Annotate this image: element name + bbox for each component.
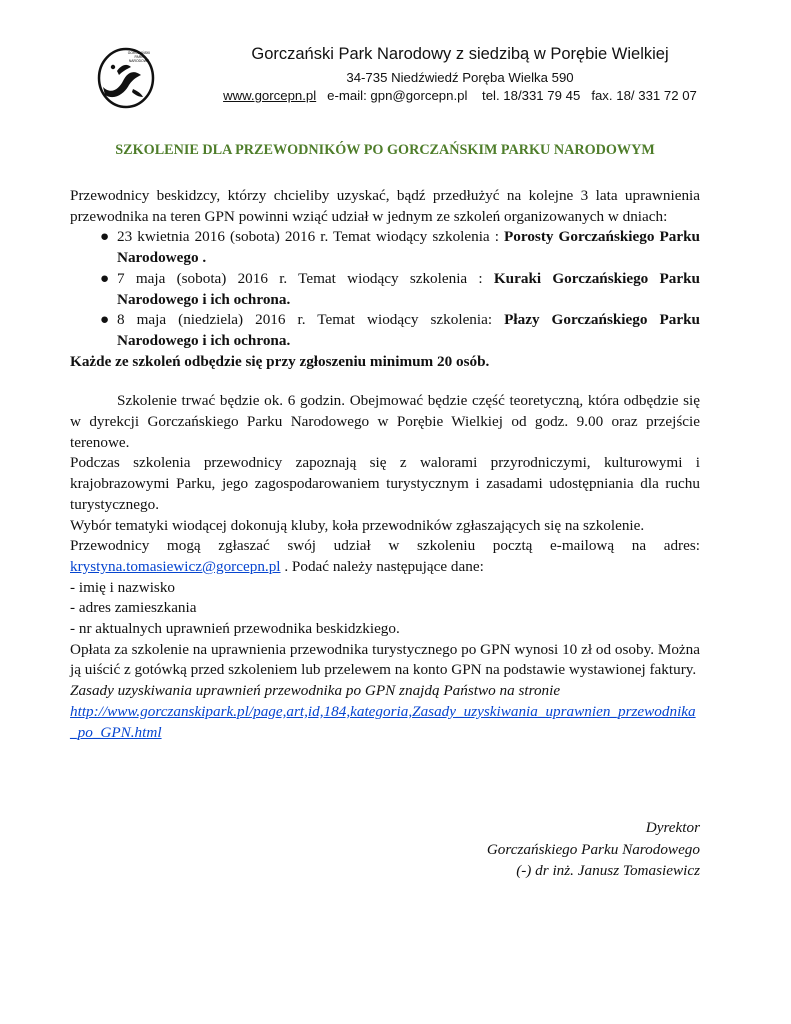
signature-role: Dyrektor (645, 819, 700, 836)
rules-note: Zasady uzyskiwania uprawnień przewodnika po GPN znajdą Państwo na stronie (70, 682, 561, 700)
session-topic: Kuraki Gorczańskiego Parku Narodowego i ich ochrona. (117, 269, 700, 308)
logo-text-line: PARK (134, 55, 144, 59)
bullet: ● (100, 269, 110, 287)
logo-text-line: GORCZAŃSKI (127, 51, 151, 55)
session-text: 8 maja (niedziela) 2016 r. Temat wiodący szkolenia: (117, 311, 505, 329)
fax-label: fax. 18/ 331 72 07 (591, 88, 697, 103)
minimum-note: Każde ze szkoleń odbędzie się przy zgłoszeniu minimum 20 osób. (70, 352, 490, 370)
signature-name: (-) dr inż. Janusz Tomasiewicz (516, 862, 700, 879)
session-text: 23 kwietnia 2016 (sobota) 2016 r. Temat wiodący szkolenia : (117, 228, 504, 246)
session-item (100, 269, 700, 310)
signature-institution: Gorczańskiego Parku Narodowego (486, 840, 700, 858)
org-address: 34-735 Niedźwiedź Poręba Wielka 590 (346, 70, 574, 85)
during-paragraph: Podczas szkolenia przewodnicy zapoznają się z walorami przyrodniczymi, kulturowymi i krajobrazowymi Parku, jego zagospodarowaniem turystycznym i zasadami udostępniania dla ruchu turystycznego. (70, 454, 700, 513)
duration-paragraph: Szkolenie trwać będzie ok. 6 godzin. Obejmować będzie część teoretyczną, która odbędzie się w dyrekcji Gorczańskiego Parku Narodowego w Porębie Wielkiej od godz. 9.00 oraz przejście terenowe. (70, 392, 700, 451)
org-contact (160, 88, 760, 103)
session-topic: Porosty Gorczańskiego Parku Narodowego . (117, 228, 700, 267)
apply-text: Przewodnicy mogą zgłaszać swój udział w szkoleniu pocztą e-mailową na adres: (70, 537, 700, 555)
email-label: e-mail: gpn@gorcepn.pl (327, 88, 468, 103)
website-link[interactable]: www.gorcepn.pl (223, 88, 317, 103)
bullet: ● (100, 228, 110, 246)
fee-paragraph: Opłata za szkolenie na uprawnienia przewodnika turystycznego po GPN wynosi 10 zł od osoby. Można ją uiścić z gotówką przed szkoleniem lub przelewem na konto GPN na podstawie wystawionej faktury. (70, 640, 700, 679)
required-item: - imię i nazwisko (70, 578, 176, 596)
signature-block (487, 817, 700, 882)
rules-link[interactable]: http://www.gorczanskipark.pl/page,art,id,184,kategoria,Zasady_uzyskiwania_uprawnien_przewodnika_po_GPN.html (70, 702, 696, 741)
session-item (100, 310, 700, 351)
phone-label: tel. 18/331 79 45 (482, 88, 581, 103)
topics-paragraph: Wybór tematyki wiodącej dokonują kluby, koła przewodników zgłaszających się na szkolenie. (70, 516, 645, 534)
sessions-list (70, 227, 700, 351)
apply-paragraph (70, 536, 700, 577)
document-body (70, 186, 700, 743)
bullet: ● (100, 311, 110, 329)
session-topic: Płazy Gorczańskiego Parku Narodowego i ich ochrona. (117, 311, 700, 349)
document-title: SZKOLENIE DLA PRZEWODNIKÓW PO GORCZAŃSKIM PARKU NARODOWYM (115, 142, 655, 158)
intro-paragraph: Przewodnicy beskidzcy, którzy chcieliby uzyskać, bądź przedłużyć na kolejne 3 lata uprawnienia przewodnika na teren GPN powinni wziąć udział w jednym ze szkoleń organizowanych w dniach: (70, 187, 700, 225)
required-item: - adres zamieszkania (70, 599, 197, 617)
session-item (100, 227, 700, 268)
logo-text-line: NARODOWY (128, 59, 150, 63)
apply-email-link[interactable]: krystyna.tomasiewicz@gorcepn.pl (70, 557, 281, 575)
required-item: - nr aktualnych uprawnień przewodnika beskidzkiego. (70, 620, 400, 638)
org-name: Gorczański Park Narodowy z siedzibą w Porębie Wielkiej (251, 45, 669, 63)
session-text: 7 maja (sobota) 2016 r. Temat wiodący szkolenia : (117, 269, 494, 287)
apply-after: . Podać należy następujące dane: (280, 557, 484, 575)
park-logo (97, 45, 155, 109)
